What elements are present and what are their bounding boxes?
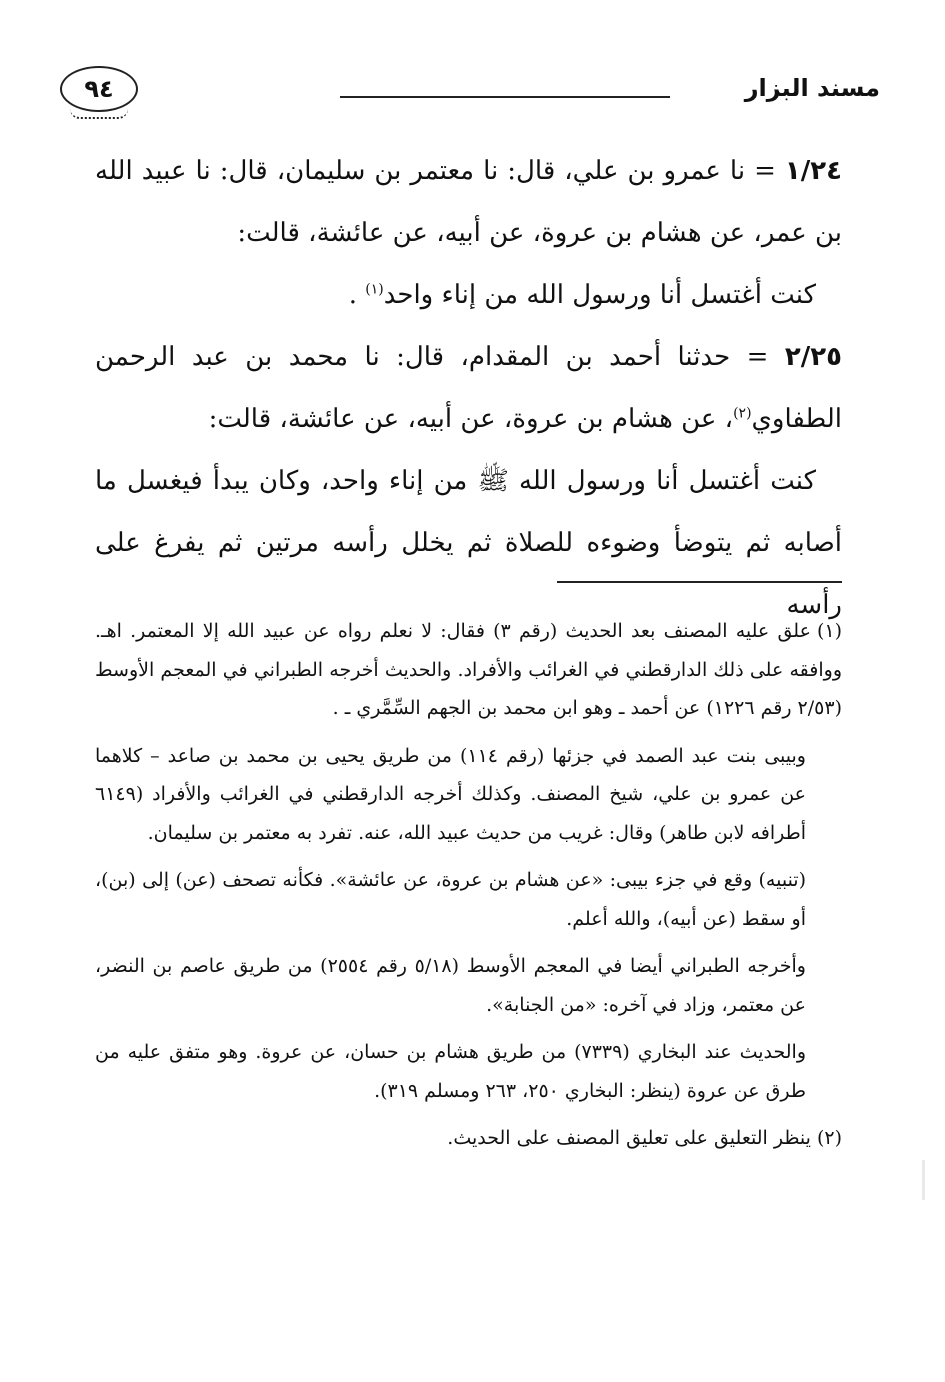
hadith-2-isnad-b: ، عن هشام بن عروة، عن أبيه، عن عائشة، قالت: [208,404,734,434]
header-rule [340,96,670,98]
footnote-1-para-1: علق عليه المصنف بعد الحديث (رقم ٣) فقال: لا نعلم رواه عن عبيد الله إلا المعتمر. اهـ. ووافقه على ذلك الدارقطني في الغرائب والأفراد. والحديث أخرجه الطبراني في المعجم الأوسط (٢/٥٣ رقم ١٢٢٦) عن أحمد ـ وهو ابن محمد بن الجهم السِّمَّري ـ . [95,620,842,719]
footnote-2-marker: (٢) [816,1127,842,1149]
footnote-ref-1[interactable]: (١) [365,281,384,298]
hadith-2-isnad-a: = حدثنا أحمد بن المقدام، قال: نا محمد بن عبد الرحمن الطفاوي [95,342,842,434]
page-number-badge [60,66,138,112]
book-title: مسند البزار [744,74,880,102]
hadith-1-text: كنت أغتسل أنا ورسول الله من إناء واحد [383,280,816,310]
hadith-1-matn [95,264,842,326]
badge-ornament [70,109,128,119]
footnotes [95,612,842,1167]
main-text [95,140,842,636]
hadith-2-matn: كنت أغتسل أنا ورسول الله ﷺ من إناء واحد، وكان يبدأ فيغسل ما أصابه ثم يتوضأ وضوءه للصلاة ثم يخلل رأسه مرتين ثم يفرغ على رأسه [95,466,842,620]
footnote-1-para-5: والحديث عند البخاري (٧٣٣٩) من طريق هشام بن حسان، عن عروة. وهو متفق عليه من طرق عن عروة (ينظر: البخاري ٢٥٠، ٢٦٣ ومسلم ٣١٩). [95,1041,806,1102]
hadith-1-end: . [348,280,357,310]
footnote-ref-2[interactable]: (٢) [733,405,752,422]
hadith-1-isnad: = نا عمرو بن علي، قال: نا معتمر بن سليمان، قال: نا عبيد الله بن عمر، عن هشام بن عروة، عن أبيه، عن عائشة، قالت: [95,156,842,248]
footnote-2 [95,1119,842,1158]
footnote-1-para-4: وأخرجه الطبراني أيضا في المعجم الأوسط (٥/١٨ رقم ٢٥٥٤) من طريق عاصم بن النضر، عن معتمر، وزاد في آخره: «من الجنابة». [95,955,806,1016]
footnote-1 [95,612,842,728]
page-header [60,66,880,126]
hadith-1-chain [95,140,842,264]
footnote-1-para-3: (تنبيه) وقع في جزء بيبى: «عن هشام بن عروة، عن عائشة». فكأنه تصحف (عن) إلى (بن)، أو سقط (عن أبيه)، والله أعلم. [95,869,806,930]
hadith-2-number: ٢/٢٥ [784,342,842,372]
footnote-separator [557,581,842,583]
margin-mark [922,1160,925,1200]
page-number: ٩٤ [84,75,114,103]
footnote-1-marker: (١) [816,620,842,642]
footnote-1-para-2: وبيبى بنت عبد الصمد في جزئها (رقم ١١٤) من طريق يحيى بن محمد بن صاعد – كلاهما عن عمرو بن علي، شيخ المصنف. وكذلك أخرجه الدارقطني في الغرائب والأفراد (٦١٤٩ أطرافه لابن طاهر) وقال: غريب من حديث عبيد الله، عنه. تفرد به معتمر بن سليمان. [95,744,806,844]
hadith-2-chain [95,326,842,450]
footnote-2-text: ينظر التعليق على تعليق المصنف على الحديث. [447,1127,811,1149]
hadith-1-number: ١/٢٤ [784,156,843,186]
